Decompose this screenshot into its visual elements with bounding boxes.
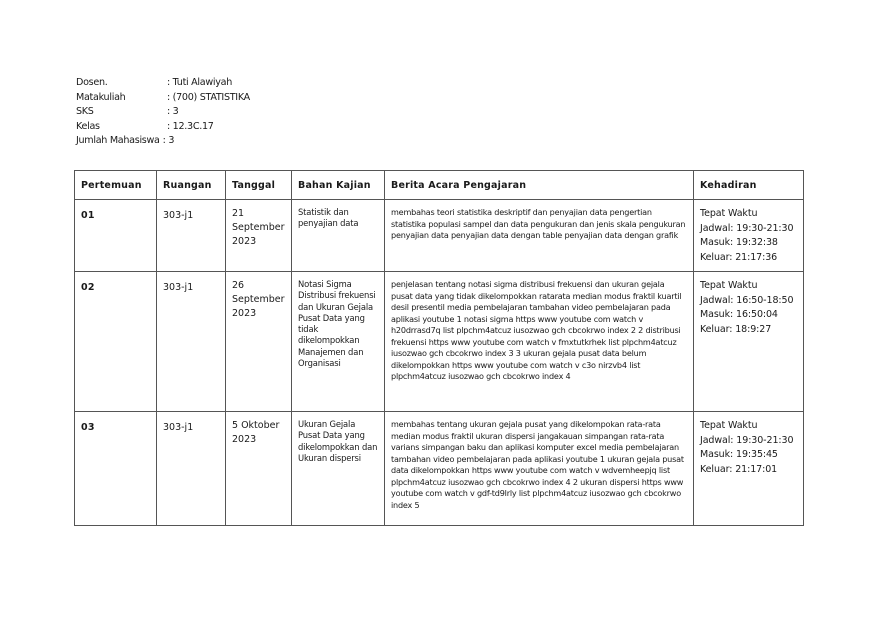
header-berita-acara: Berita Acara Pengajaran — [385, 171, 694, 200]
dosen-value: : Tuti Alawiyah — [167, 77, 232, 88]
cell-bahan-kajian: Notasi Sigma Distribusi frekuensi dan Ukuran Gejala Pusat Data yang tidak dikelompokkan Manajemen dan Organisasi — [292, 272, 385, 412]
attendance-keluar: Keluar: 18:9:27 — [700, 323, 772, 335]
header-kehadiran: Kehadiran — [694, 171, 804, 200]
header-ruangan: Ruangan — [157, 171, 226, 200]
jumlah-mahasiswa-label: Jumlah Mahasiswa — [76, 135, 160, 147]
cell-bahan-kajian: Statistik dan penyajian data — [292, 200, 385, 272]
cell-pertemuan: 02 — [75, 272, 157, 412]
table-row — [75, 412, 804, 526]
attendance-jadwal: Jadwal: 19:30-21:30 — [700, 434, 794, 446]
info-jumlah-mahasiswa — [76, 134, 250, 149]
cell-kehadiran — [694, 200, 804, 272]
attendance-masuk: Masuk: 16:50:04 — [700, 309, 778, 320]
cell-tanggal: 21 September 2023 — [226, 200, 292, 272]
cell-ruangan: 303-j1 — [157, 200, 226, 272]
header-tanggal: Tanggal — [226, 171, 292, 200]
matakuliah-label: Matakuliah — [76, 91, 126, 103]
cell-pertemuan: 03 — [75, 412, 157, 526]
attendance-jadwal: Jadwal: 16:50-18:50 — [700, 294, 794, 306]
jumlah-mahasiswa-value: : 3 — [162, 135, 175, 147]
cell-berita-acara: membahas teori statistika deskriptif dan penyajian data pengertian statistika populasi sampel dan data pengukuran dan jenis skala pengukuran penyajian data penyajian data dengan table penyajian data dengan grafik — [385, 200, 694, 272]
info-kelas — [76, 120, 250, 135]
attendance-masuk: Masuk: 19:32:38 — [700, 237, 778, 248]
attendance-status: Tepat Waktu — [700, 420, 758, 431]
cell-berita-acara: membahas tentang ukuran gejala pusat yang dikelompokan rata-rata median modus fraktil ukuran dispersi jangakauan simpangan rata-rata varians simpangan baku dan aplikasi komputer excel media pembelajaran tambahan video pembelajaran pada aplikasi youtube 1 ukuran gejala pusat data dikelompokkan https www youtube com watch v wdvemheepjq list plpchm4atcuz iusozwao gch cbcokrwo index 4 2 ukuran dispersi https www youtube com watch v gdf-td9lrly list plpchm4atcuz iusozwao gch cbcokrwo index 5 — [385, 412, 694, 526]
cell-kehadiran — [694, 412, 804, 526]
sks-label: SKS — [76, 106, 94, 118]
attendance-status: Tepat Waktu — [700, 208, 758, 219]
header-bahan-kajian: Bahan Kajian — [292, 171, 385, 200]
dosen-label: Dosen. — [76, 77, 108, 88]
table-row — [75, 272, 804, 412]
cell-kehadiran — [694, 272, 804, 412]
course-info — [76, 76, 250, 149]
table-row — [75, 200, 804, 272]
info-dosen — [76, 76, 250, 91]
attendance-status: Tepat Waktu — [700, 280, 758, 291]
matakuliah-value: : (700) STATISTIKA — [167, 91, 250, 103]
attendance-keluar: Keluar: 21:17:36 — [700, 251, 778, 263]
sks-value: : 3 — [167, 106, 179, 118]
attendance-masuk: Masuk: 19:35:45 — [700, 449, 778, 460]
cell-berita-acara: penjelasan tentang notasi sigma distribusi frekuensi dan ukuran gejala pusat data yang tidak dikelompokkan ratarata median modus fraktil kuartil desil presentil media pembelajaran tambahan video pembelajaran pada aplikasi youtube 1 notasi sigma https www youtube com watch v h20drrasd7q list plpchm4atcuz iusozwao gch cbcokrwo index 2 2 distribusi frekuensi https www youtube com watch v fmxtutkrhek list plpchm4atcuz iusozwao gch cbcokrwo index 3 3 ukuran gejala pusat data belum dikelompokkan https www youtube com watch v c3o nirzvb4 list plpchm4atcuz iusozwao gch cbcokrwo index 4 — [385, 272, 694, 412]
header-pertemuan: Pertemuan — [75, 171, 157, 200]
table-header-row — [75, 171, 804, 200]
attendance-keluar: Keluar: 21:17:01 — [700, 463, 778, 475]
kelas-label: Kelas — [76, 120, 100, 132]
cell-ruangan: 303-j1 — [157, 272, 226, 412]
teaching-report-table — [74, 170, 804, 526]
cell-ruangan: 303-j1 — [157, 412, 226, 526]
attendance-jadwal: Jadwal: 19:30-21:30 — [700, 222, 794, 234]
cell-tanggal: 5 Oktober 2023 — [226, 412, 292, 526]
kelas-value: : 12.3C.17 — [167, 120, 214, 132]
cell-bahan-kajian: Ukuran Gejala Pusat Data yang dikelompokkan dan Ukuran dispersi — [292, 412, 385, 526]
info-matakuliah — [76, 91, 250, 106]
info-sks — [76, 105, 250, 120]
cell-pertemuan: 01 — [75, 200, 157, 272]
cell-tanggal: 26 September 2023 — [226, 272, 292, 412]
